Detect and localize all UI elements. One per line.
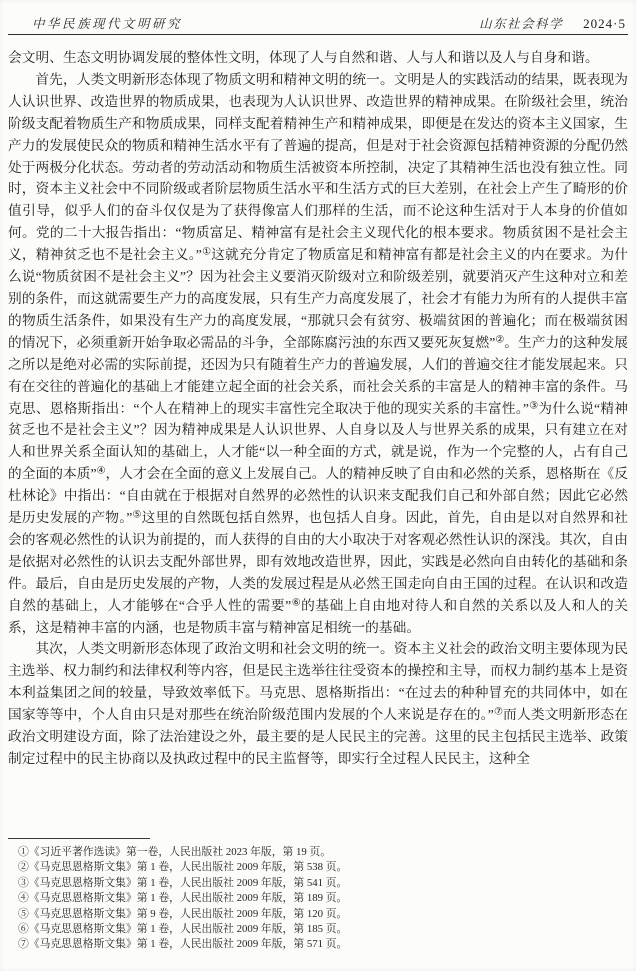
issue-number: 2024·5 <box>583 16 626 31</box>
body-paragraph-material-spiritual: 首先，人类文明新形态体现了物质文明和精神文明的统一。文明是人的实践活动的结果，既表现为人认识世界、改造世界的物质成果，也表现为人认识世界、改造世界的精神成果。在阶级社会里，统治阶级支配着物质生产和物质成果，同样支配着精神生产和精神成果，即便是在发达的资本主义国家，生产力的发展使民众的物质和精神生活水平有了普遍的提高，但是对于社会资源包括精神资源的分配仍然处于两极分化状态。劳动者的劳动活动和物质生活被资本所控制，决定了其精神生活也没有独立性。同时，资本主义社会中不同阶级或者阶层物质生活水平和生活方式的巨大差别，在社会上产生了畸形的价值引导，似乎人们的奋斗仅仅是为了获得像富人们那样的生活，而不论这种生活对于人本身的价值如何。党的二十大报告指出：“物质富足、精神富有是社会主义现代化的根本要求。物质贫困不是社会主义，精神贫乏也不是社会主义。”①这就充分肯定了物质富足和精神富有都是社会主义的内在要求。为什么说“物质贫困不是社会主义”？因为社会主义要消灭阶级对立和阶级差别，就要消灭产生这种对立和差别的条件，而这就需要生产力的高度发展，只有生产力高度发展了，社会才有能力为所有的人提供丰富的物质生活条件，如果没有生产力的高度发展，“那就只会有贫穷、极端贫困的普遍化；而在极端贫困的情况下，必须重新开始争取必需品的斗争，全部陈腐污浊的东西又要死灰复燃”②。生产力的这种发展之所以是绝对必需的实际前提，还因为只有随着生产力的普遍发展，人们的普遍交往才能发展起来。只有在交往的普遍化的基础上才能建立起全面的社会关系，而社会关系的丰富是人的精神丰富的条件。马克思、恩格斯指出：“个人在精神上的现实丰富性完全取决于他的现实关系的丰富性。”③为什么说“精神贫乏也不是社会主义”？因为精神成果是人认识世界、人自身以及人与世界关系的成果，只有建立在对人和世界关系全面认知的基础上，人才能“以一种全面的方式，就是说，作为一个完整的人，占有自己的全面的本质”④，人才会在全面的意义上发展自己。人的精神反映了自由和必然的关系，恩格斯在《反杜林论》中指出：“自由就在于根据对自然界的必然性的认识来支配我们自己和外部自然；因此它必然是历史发展的产物。”⑤这里的自然既包括自然界，也包括人自身。因此，首先，自由是以对自然界和社会的客观必然性的认识为前提的，而人获得的自由的大小取决于对客观必然性认识的深浅。其次，自由是依据对必然性的认识去支配外部世界，即有效地改造世界，因此，实践是必然向自由转化的基础和条件。最后，自由是历史发展的产物，人类的发展过程是从必然王国走向自由王国的过程。在认识和改造自然的基础上，人才能够在“合乎人性的需要”⑥的基础上自由地对待人和自然的关系以及人和人的关系，这是精神丰富的内涵，也是物质丰富与精神富足相统一的基础。 <box>8 71 628 635</box>
footnotes <box>18 845 626 953</box>
footnote-item: ⑤《马克思恩格斯文集》第 9 卷，人民出版社 2009 年版，第 120 页。 <box>18 907 348 920</box>
header-divider <box>8 34 628 35</box>
footnote-divider <box>8 838 150 839</box>
body-paragraph-political-social: 其次，人类文明新形态体现了政治文明和社会文明的统一。资本主义社会的政治文明主要体现为民主选举、权力制约和法律权利等内容，但是民主选举往往受资本的操控和主导，而权力制约基本上是资本利益集团之间的较量，导致效率低下。马克思、恩格斯指出：“在过去的种种冒充的共同体中，如在国家等等中，个人自由只是对那些在统治阶级范围内发展的个人来说是存在的。”⑦而人类文明新形态在政治文明建设方面，除了法治建设之外，最主要的是人民民主的完善。这里的民主包括民主选举、政策制定过程中的民主协商以及执政过程中的民主监督等，即实行全过程人民民主，这种全 <box>8 641 628 766</box>
footnote-item: ⑥《马克思恩格斯文集》第 1 卷，人民出版社 2009 年版，第 185 页。 <box>18 923 348 936</box>
column-title: 中华民族现代文明研究 <box>32 17 183 31</box>
footnote-item: ②《马克思恩格斯文集》第 1 卷，人民出版社 2009 年版，第 538 页。 <box>18 861 348 874</box>
footnote-item: ①《习近平著作选读》第一卷，人民出版社 2023 年版，第 19 页。 <box>18 846 332 858</box>
footnote-item: ⑦《马克思恩格斯文集》第 1 卷，人民出版社 2009 年版，第 571 页。 <box>18 938 348 951</box>
footnote-item: ④《马克思恩格斯文集》第 1 卷，人民出版社 2009 年版，第 189 页。 <box>18 892 348 905</box>
page-header <box>8 14 628 34</box>
header-right <box>479 14 626 33</box>
journal-name: 山东社会科学 <box>479 17 564 31</box>
article-body <box>8 47 628 833</box>
footnote-item: ③《马克思恩格斯文集》第 1 卷，人民出版社 2009 年版，第 541 页。 <box>18 876 348 889</box>
body-paragraph-continuation: 会文明、生态文明协调发展的整体性文明，体现了人与自然和谐、人与人和谐以及人与自身和谐。 <box>8 50 599 65</box>
